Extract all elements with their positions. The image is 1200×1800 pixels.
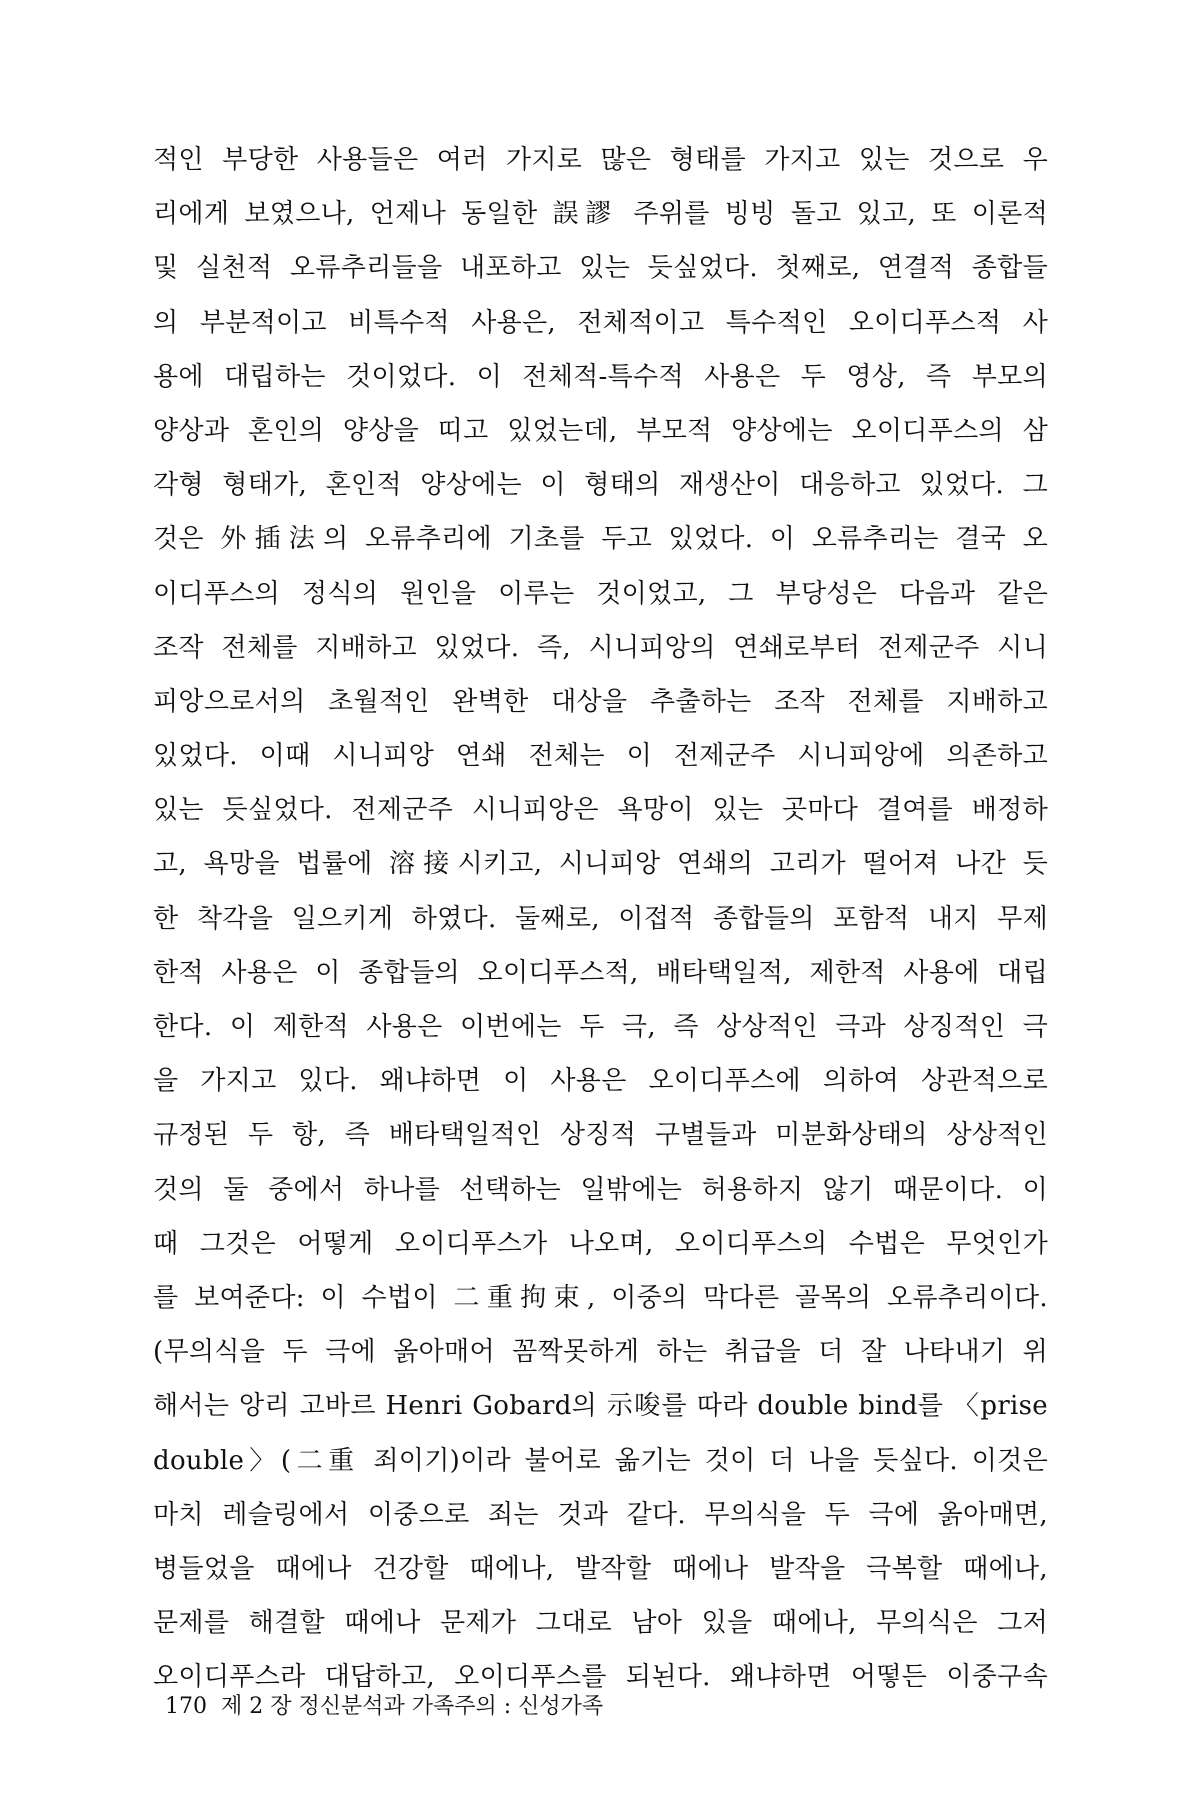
text-line: 때 그것은 어떻게 오이디푸스가 나오며, 오이디푸스의 수법은 무엇인가 <box>153 1228 1048 1259</box>
text-line: 해서는 앙리 고바르 Henri Gobard의 示唆를 따라 double bind를 〈prise <box>153 1391 1048 1422</box>
text-line: 것은 外插法의 오류추리에 기초를 두고 있었다. 이 오류추리는 결국 오 <box>153 524 1048 555</box>
text-line: 피앙으로서의 초월적인 완벽한 대상을 추출하는 조작 전체를 지배하고 <box>153 686 1048 717</box>
text-line: 고, 욕망을 법률에 溶接시키고, 시니피앙 연쇄의 고리가 떨어져 나간 듯 <box>153 849 1048 880</box>
text-line: 한적 사용은 이 종합들의 오이디푸스적, 배타택일적, 제한적 사용에 대립 <box>153 957 1048 988</box>
text-line: 병들었을 때에나 건강할 때에나, 발작할 때에나 발작을 극복할 때에나, <box>153 1553 1048 1584</box>
text-line: 이디푸스의 정식의 원인을 이루는 것이었고, 그 부당성은 다음과 같은 <box>153 578 1048 609</box>
text-line: 것의 둘 중에서 하나를 선택하는 일밖에는 허용하지 않기 때문이다. 이 <box>153 1174 1048 1205</box>
text-line: 한 착각을 일으키게 하였다. 둘째로, 이접적 종합들의 포함적 내지 무제 <box>153 903 1048 934</box>
text-line: 를 보여준다: 이 수법이 二重拘束, 이중의 막다른 골목의 오류추리이다. <box>153 1282 1049 1313</box>
text-line: 조작 전체를 지배하고 있었다. 즉, 시니피앙의 연쇄로부터 전제군주 시니 <box>153 632 1048 663</box>
page-footer <box>165 1692 603 1722</box>
text-line: 용에 대립하는 것이었다. 이 전체적-특수적 사용은 두 영상, 즉 부모의 <box>153 361 1048 392</box>
page-number: 170 <box>165 1694 207 1719</box>
text-line: 리에게 보였으나, 언제나 동일한 誤謬 주위를 빙빙 돌고 있고, 또 이론적 <box>153 199 1048 230</box>
text-line: 오이디푸스라 대답하고, 오이디푸스를 되뇐다. 왜냐하면 어떻든 이중구속 <box>153 1662 1048 1693</box>
text-line: 양상과 혼인의 양상을 띠고 있었는데, 부모적 양상에는 오이디푸스의 삼 <box>153 415 1048 446</box>
text-line: (무의식을 두 극에 옭아매어 꼼짝못하게 하는 취급을 더 잘 나타내기 위 <box>153 1337 1048 1368</box>
running-head: 제 2 장 정신분석과 가족주의 : 신성가족 <box>221 1694 604 1719</box>
text-line: 한다. 이 제한적 사용은 이번에는 두 극, 즉 상상적인 극과 상징적인 극 <box>153 1012 1048 1042</box>
text-line: 적인 부당한 사용들은 여러 가지로 많은 형태를 가지고 있는 것으로 우 <box>153 145 1048 175</box>
text-line: 마치 레슬링에서 이중으로 죄는 것과 같다. 무의식을 두 극에 옭아매면, <box>153 1499 1048 1530</box>
text-line: 있는 듯싶었다. 전제군주 시니피앙은 욕망이 있는 곳마다 결여를 배정하 <box>153 795 1048 826</box>
text-line: 을 가지고 있다. 왜냐하면 이 사용은 오이디푸스에 의하여 상관적으로 <box>153 1066 1048 1097</box>
text-line: 각형 형태가, 혼인적 양상에는 이 형태의 재생산이 대응하고 있었다. 그 <box>153 470 1048 501</box>
text-line: 규정된 두 항, 즉 배타택일적인 상징적 구별들과 미분화상태의 상상적인 <box>153 1120 1048 1151</box>
text-line: 문제를 해결할 때에나 문제가 그대로 남아 있을 때에나, 무의식은 그저 <box>153 1608 1048 1639</box>
text-line: 있었다. 이때 시니피앙 연쇄 전체는 이 전제군주 시니피앙에 의존하고 <box>153 741 1048 772</box>
text-line: 및 실천적 오류추리들을 내포하고 있는 듯싶었다. 첫째로, 연결적 종합들 <box>153 253 1048 284</box>
text-line: 의 부분적이고 비특수적 사용은, 전체적이고 특수적인 오이디푸스적 사 <box>153 307 1048 338</box>
body-text <box>153 133 1048 1704</box>
text-line: double〉(二重 죄이기)이라 불어로 옮기는 것이 더 나을 듯싶다. 이것은 <box>153 1445 1048 1476</box>
